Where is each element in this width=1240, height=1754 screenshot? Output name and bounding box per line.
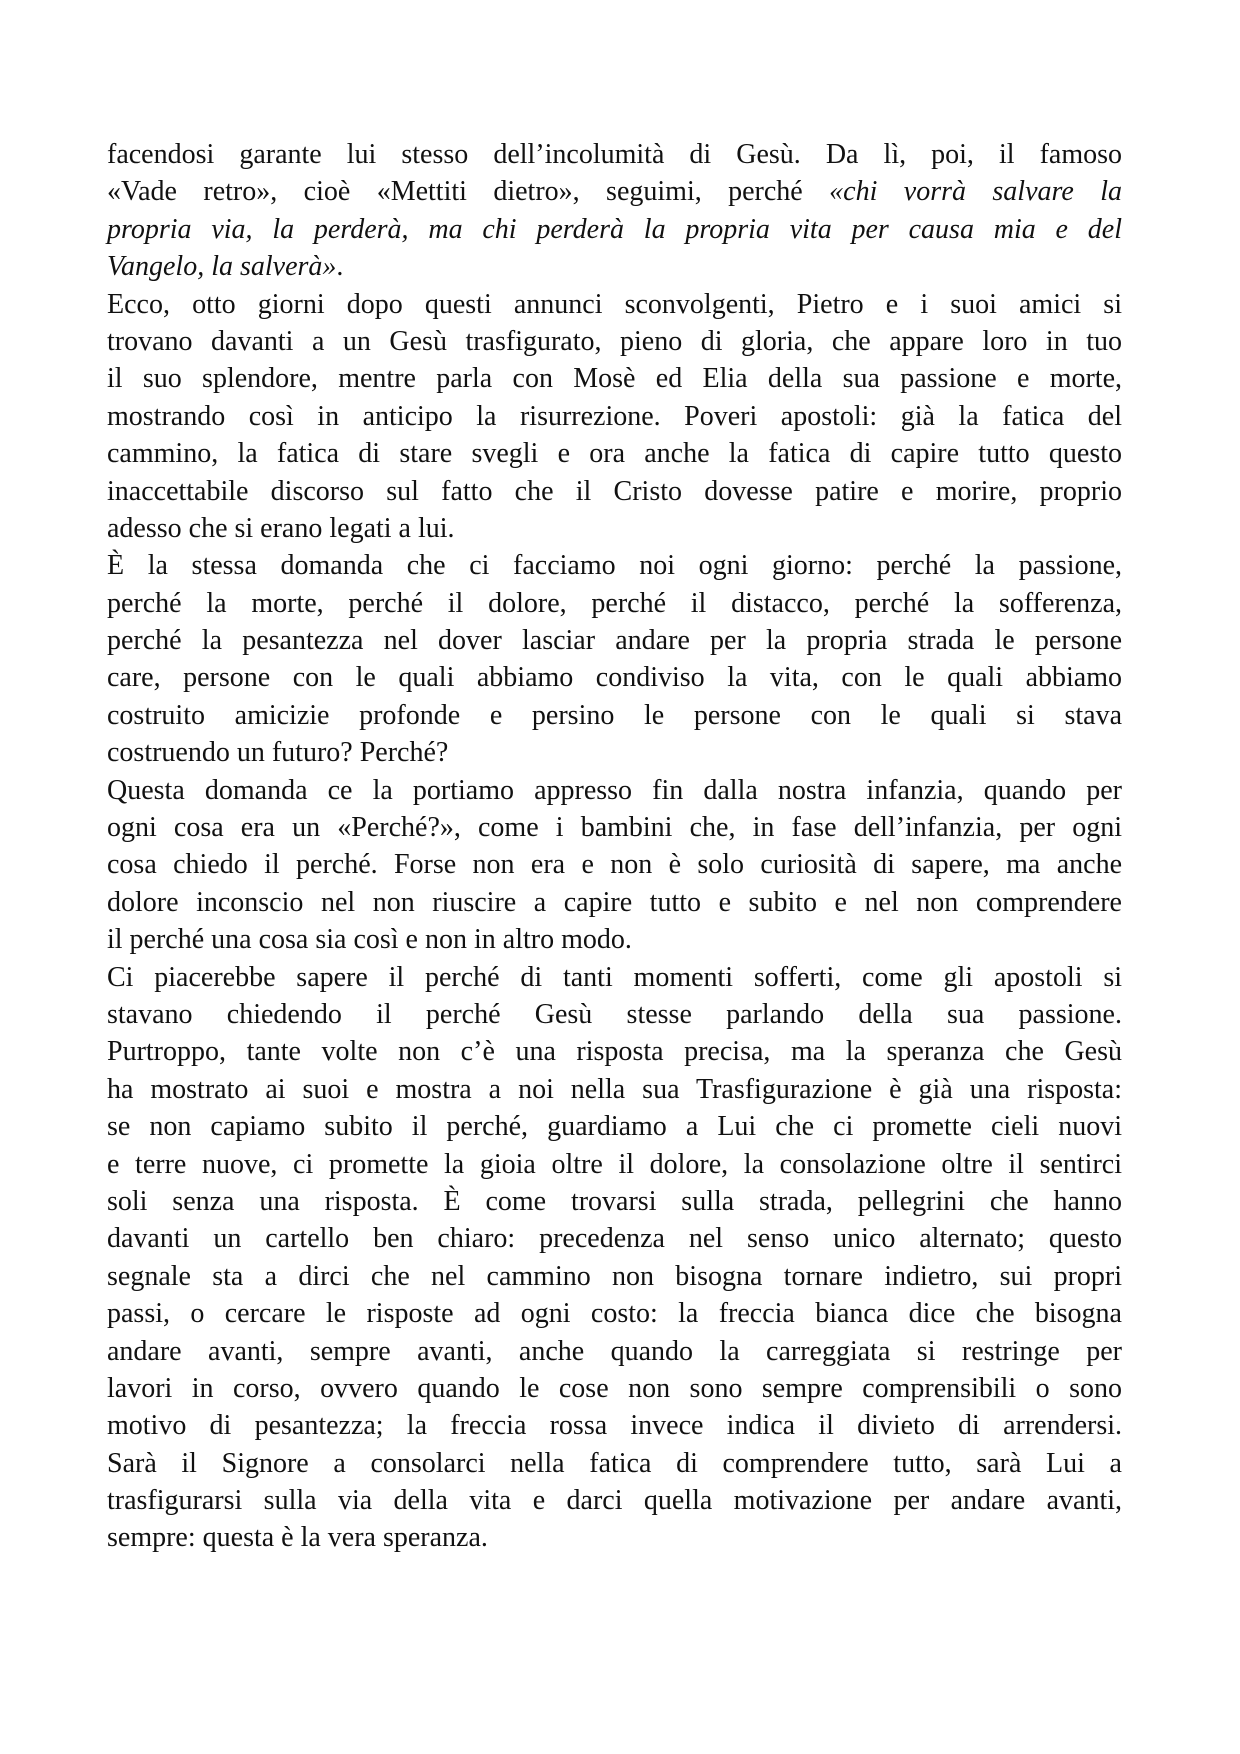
text-line bbox=[107, 884, 1122, 921]
text-line bbox=[107, 286, 1122, 323]
text-line bbox=[107, 1519, 1122, 1556]
text-segment: Sarà il Signore a consolarci nella fatica di comprendere tutto, sarà Lui a bbox=[107, 1447, 1122, 1479]
text-line bbox=[107, 1482, 1122, 1519]
text-line bbox=[107, 959, 1122, 996]
text-line bbox=[107, 1033, 1122, 1070]
text-segment: costruito amicizie profonde e persino le persone con le quali si stava bbox=[107, 699, 1122, 731]
text-segment: cosa chiedo il perché. Forse non era e non è solo curiosità di sapere, ma anche bbox=[107, 849, 1122, 881]
text-segment: soli senza una risposta. È come trovarsi sulla strada, pellegrini che hanno bbox=[107, 1185, 1122, 1217]
text-segment: segnale sta a dirci che nel cammino non bisogna tornare indietro, sui propri bbox=[107, 1260, 1122, 1292]
text-segment: sempre: questa è la vera speranza. bbox=[107, 1522, 488, 1554]
text-line bbox=[107, 1333, 1122, 1370]
text-line bbox=[107, 248, 1122, 285]
text-line bbox=[107, 136, 1122, 173]
text-segment: passi, o cercare le risposte ad ogni costo: la freccia bianca dice che bisogna bbox=[107, 1298, 1122, 1330]
text-line bbox=[107, 1258, 1122, 1295]
text-segment: inaccettabile discorso sul fatto che il Cristo dovesse patire e morire, proprio bbox=[107, 475, 1122, 507]
text-segment: care, persone con le quali abbiamo condiviso la vita, con le quali abbiamo bbox=[107, 662, 1122, 694]
text-line bbox=[107, 585, 1122, 622]
text-segment: davanti un cartello ben chiaro: precedenza nel senso unico alternato; questo bbox=[107, 1223, 1122, 1255]
text-line bbox=[107, 1445, 1122, 1482]
text-segment: È la stessa domanda che ci facciamo noi ogni giorno: perché la passione, bbox=[107, 550, 1122, 582]
paragraph bbox=[107, 136, 1122, 286]
text-segment: dolore inconscio nel non riuscire a capire tutto e subito e nel non comprendere bbox=[107, 886, 1122, 918]
text-line bbox=[107, 211, 1122, 248]
text-line bbox=[107, 622, 1122, 659]
paragraph bbox=[107, 286, 1122, 548]
text-line bbox=[107, 435, 1122, 472]
text-line bbox=[107, 659, 1122, 696]
text-segment: stavano chiedendo il perché Gesù stesse parlando della sua passione. bbox=[107, 998, 1122, 1030]
text-line bbox=[107, 547, 1122, 584]
text-line bbox=[107, 1407, 1122, 1444]
text-segment: il perché una cosa sia così e non in altro modo. bbox=[107, 924, 632, 956]
text-line bbox=[107, 1146, 1122, 1183]
text-segment: costruendo un futuro? Perché? bbox=[107, 737, 449, 769]
text-line bbox=[107, 996, 1122, 1033]
text-segment: trasfigurarsi sulla via della vita e darci quella motivazione per andare avanti, bbox=[107, 1485, 1122, 1517]
text-segment: e terre nuove, ci promette la gioia oltre il dolore, la consolazione oltre il sentirci bbox=[107, 1148, 1122, 1180]
text-segment: cammino, la fatica di stare svegli e ora anche la fatica di capire tutto questo bbox=[107, 438, 1122, 470]
text-segment: adesso che si erano legati a lui. bbox=[107, 512, 455, 544]
text-line bbox=[107, 1370, 1122, 1407]
text-line bbox=[107, 1071, 1122, 1108]
text-line bbox=[107, 360, 1122, 397]
text-line bbox=[107, 921, 1122, 958]
text-line bbox=[107, 772, 1122, 809]
text-segment: motivo di pesantezza; la freccia rossa invece indica il divieto di arrendersi. bbox=[107, 1410, 1122, 1442]
text-segment: Ecco, otto giorni dopo questi annunci sconvolgenti, Pietro e i suoi amici si bbox=[107, 288, 1122, 320]
paragraph bbox=[107, 772, 1122, 959]
text-line bbox=[107, 846, 1122, 883]
text-segment: perché la pesantezza nel dover lasciar andare per la propria strada le persone bbox=[107, 625, 1122, 657]
text-line bbox=[107, 809, 1122, 846]
text-segment: se non capiamo subito il perché, guardiamo a Lui che ci promette cieli nuovi bbox=[107, 1111, 1122, 1143]
text-segment: facendosi garante lui stesso dell’incolumità di Gesù. Da lì, poi, il famoso bbox=[107, 139, 1122, 170]
text-segment: Ci piacerebbe sapere il perché di tanti momenti sofferti, come gli apostoli si bbox=[107, 961, 1122, 993]
text-segment: ogni cosa era un «Perché?», come i bambini che, in fase dell’infanzia, per ogni bbox=[107, 812, 1122, 844]
text-segment: Purtroppo, tante volte non c’è una risposta precisa, ma la speranza che Gesù bbox=[107, 1036, 1122, 1068]
paragraph bbox=[107, 547, 1122, 771]
text-line bbox=[107, 323, 1122, 360]
text-line bbox=[107, 1220, 1122, 1257]
text-segment: Questa domanda ce la portiamo appresso fin dalla nostra infanzia, quando per bbox=[107, 774, 1122, 806]
italic-quote-text: «chi vorrà salvare la bbox=[829, 176, 1122, 208]
text-segment: il suo splendore, mentre parla con Mosè ed Elia della sua passione e morte, bbox=[107, 363, 1122, 395]
paragraph bbox=[107, 959, 1122, 1557]
text-segment: perché la morte, perché il dolore, perché il distacco, perché la sofferenza, bbox=[107, 587, 1122, 619]
text-segment: lavori in corso, ovvero quando le cose non sono sempre comprensibili o sono bbox=[107, 1372, 1122, 1404]
text-line bbox=[107, 473, 1122, 510]
text-line bbox=[107, 697, 1122, 734]
text-line bbox=[107, 1108, 1122, 1145]
text-segment: . bbox=[336, 251, 344, 283]
text-segment: trovano davanti a un Gesù trasfigurato, pieno di gloria, che appare loro in tuo bbox=[107, 325, 1122, 357]
text-segment: ha mostrato ai suoi e mostra a noi nella sua Trasfigurazione è già una risposta: bbox=[107, 1073, 1122, 1105]
italic-quote-text: propria via, la perderà, ma chi perderà la propria vita per causa mia e del bbox=[107, 213, 1122, 245]
text-line bbox=[107, 510, 1122, 547]
text-segment: mostrando così in anticipo la risurrezione. Poveri apostoli: già la fatica del bbox=[107, 400, 1122, 432]
text-line bbox=[107, 734, 1122, 771]
text-line bbox=[107, 398, 1122, 435]
text-line bbox=[107, 1183, 1122, 1220]
text-line bbox=[107, 1295, 1122, 1332]
italic-quote-text: Vangelo, la salverà» bbox=[107, 251, 337, 283]
body-text bbox=[107, 136, 1122, 1557]
text-segment: andare avanti, sempre avanti, anche quando la carreggiata si restringe per bbox=[107, 1335, 1122, 1367]
text-segment: «Vade retro», cioè «Mettiti dietro», seguimi, perché bbox=[107, 176, 830, 208]
text-line bbox=[107, 173, 1122, 210]
